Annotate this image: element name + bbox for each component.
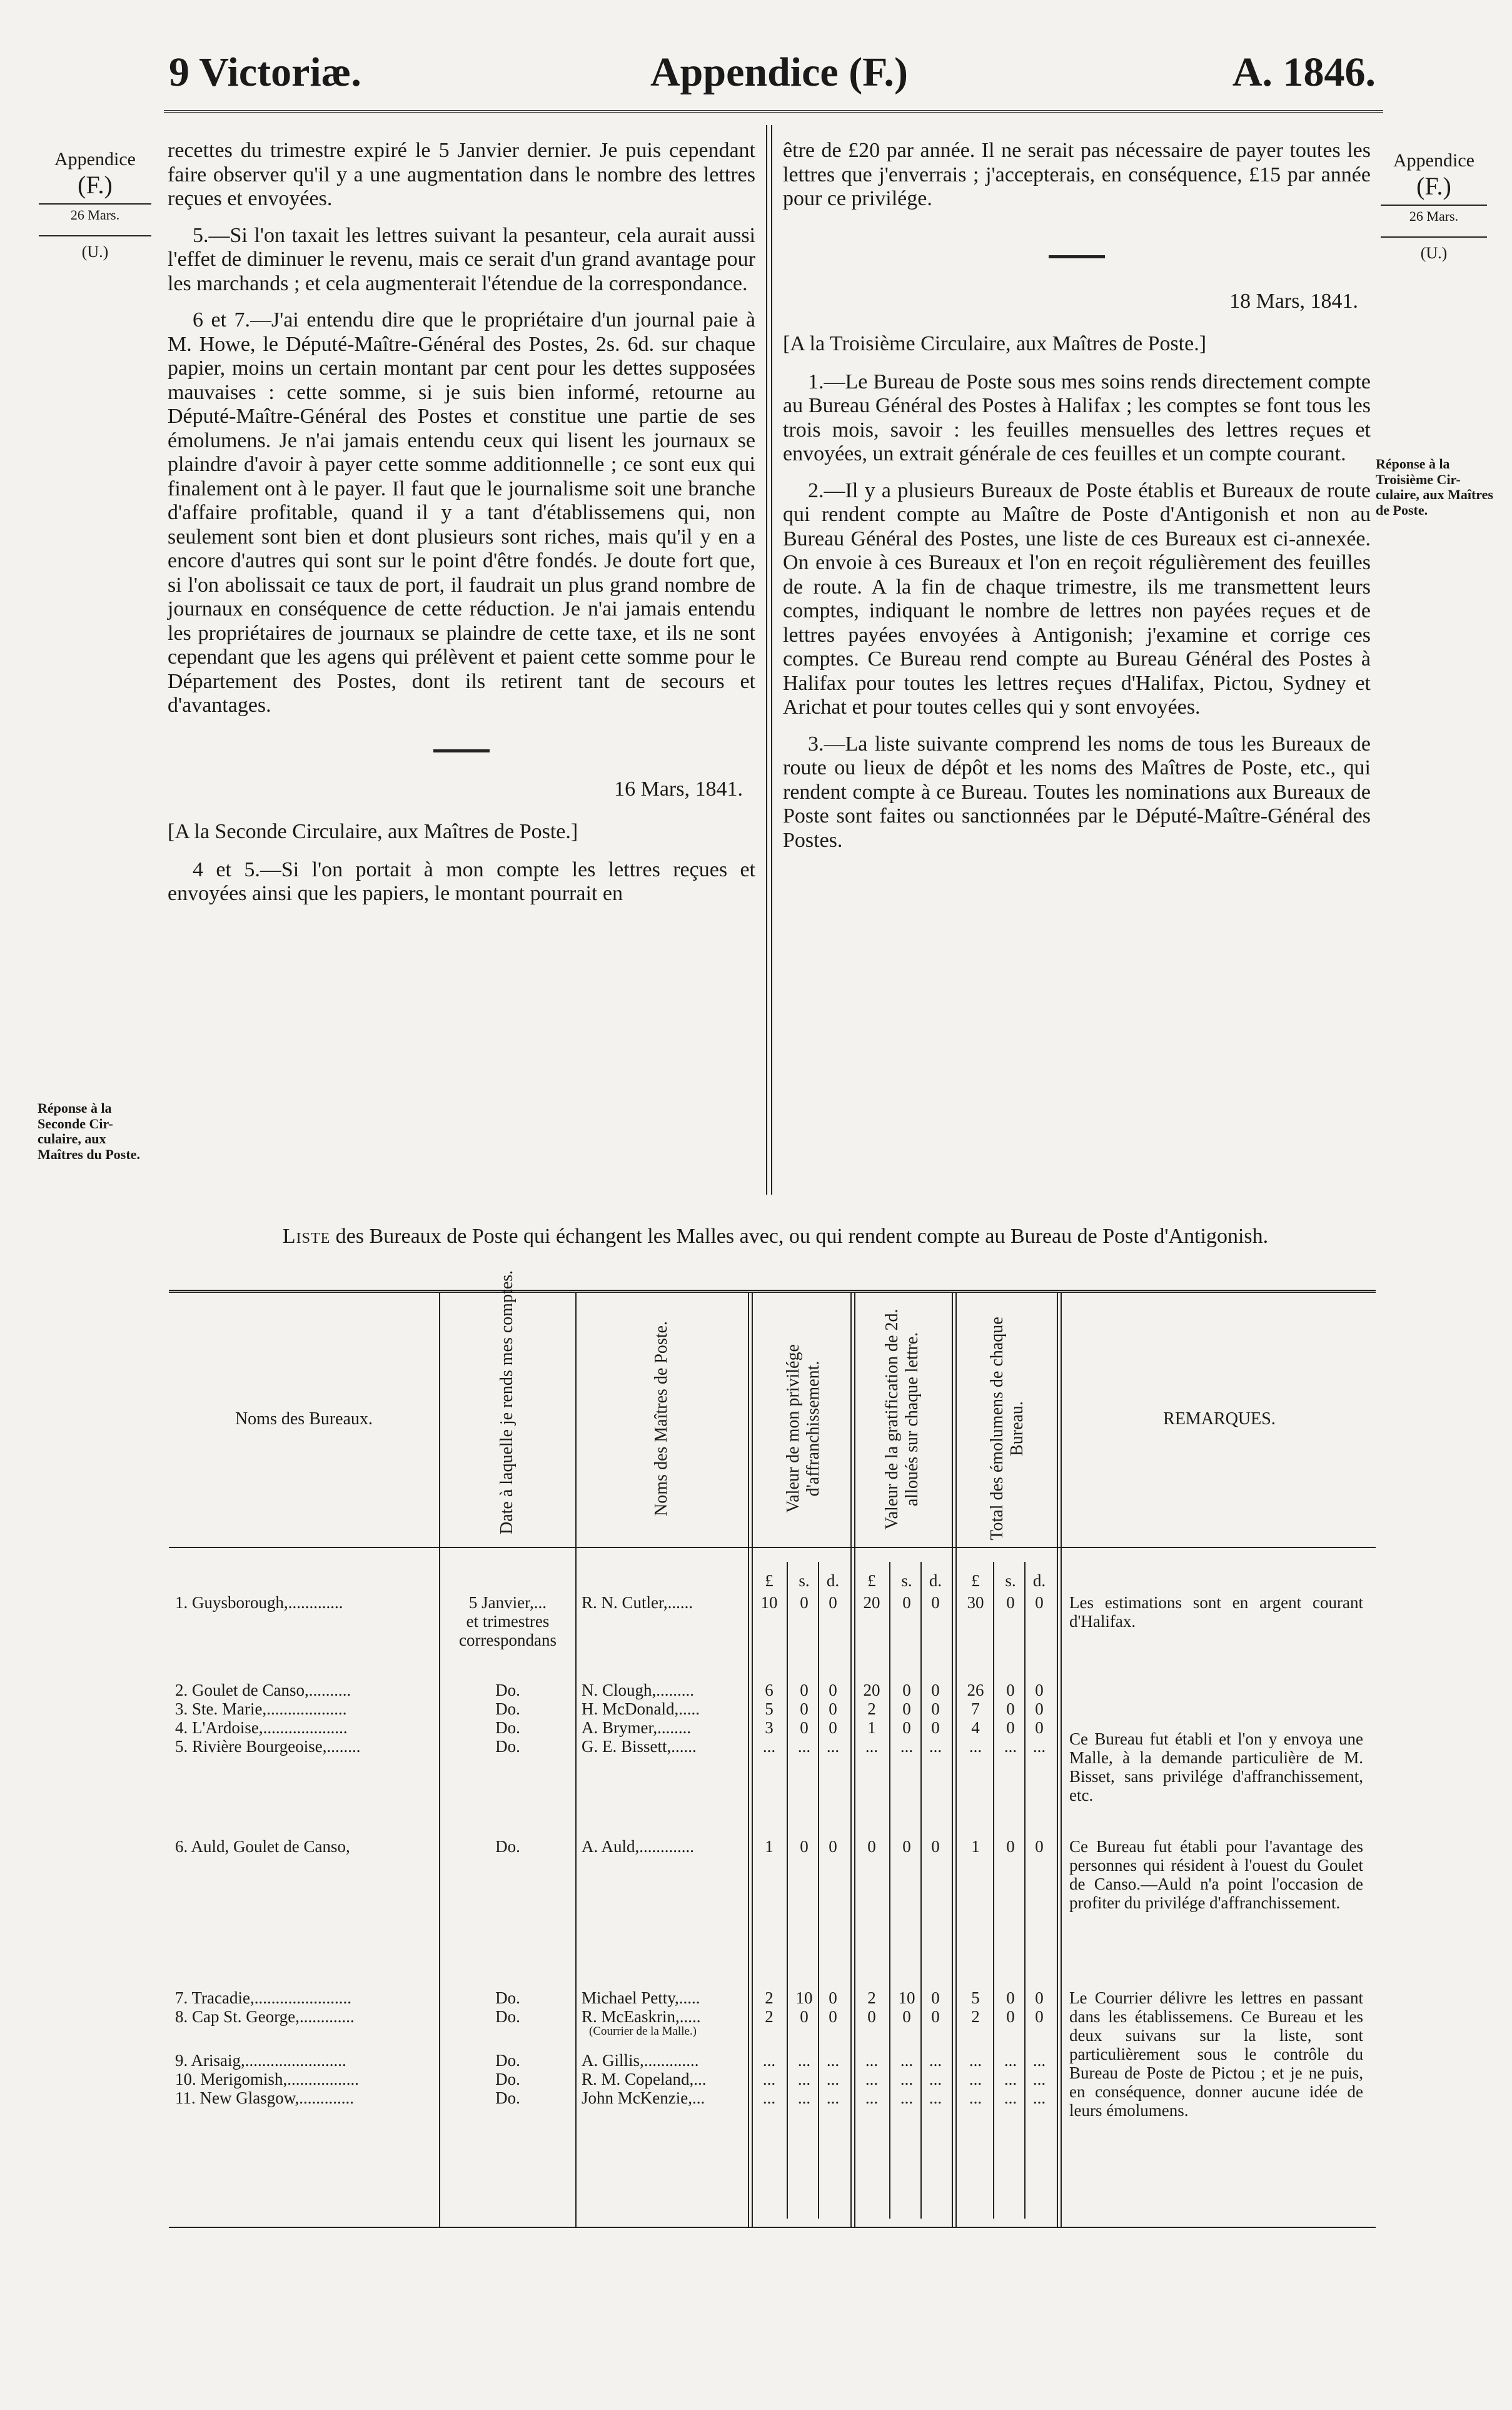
row-amount: ...	[865, 2088, 879, 2107]
row-master: G. E. Bissett,......	[582, 1737, 697, 1756]
right-circular-heading: [A la Troisième Circulaire, aux Maîtres de Poste.]	[783, 332, 1207, 355]
row-amount: ...	[900, 2070, 914, 2088]
remark-5: Ce Bureau fut établi et l'on y envoya une Malle, à la demande particulière de M. Bisset, sans privilége d'affranchissement, etc.	[1069, 1729, 1363, 1805]
row-amount: ...	[797, 2051, 811, 2070]
row-amount: 0	[931, 1681, 940, 1699]
left-date: 16 Mars, 1841.	[614, 777, 743, 801]
row-amount: 1	[765, 1837, 774, 1856]
row-amount: 0	[829, 1988, 837, 2007]
row-name: 10. Merigomish,.................	[175, 2070, 359, 2088]
right-column	[783, 139, 1371, 865]
row-amount: ...	[929, 2051, 942, 2070]
row-amount: ...	[1032, 2088, 1046, 2107]
remark-1: Les estimations sont en argent courant d'Halifax.	[1069, 1593, 1363, 1631]
header-privilege: Valeur de mon privilége d'affranchissement.	[784, 1344, 823, 1513]
row-amount: 3	[765, 1718, 774, 1737]
row-date: 5 Janvier,...	[468, 1593, 547, 1612]
row-amount: 0	[1035, 1681, 1044, 1699]
row-amount: ...	[969, 2070, 982, 2088]
row-master: H. McDonald,.....	[582, 1699, 700, 1718]
header-date: Date à laquelle je rends mes comptes.	[497, 1270, 517, 1534]
row-amount: ...	[865, 1737, 879, 1756]
row-amount: ...	[929, 2070, 942, 2088]
row-amount: 0	[902, 1837, 911, 1856]
row-amount: ...	[900, 1737, 914, 1756]
col-line	[1057, 1293, 1062, 2227]
row-amount: 0	[1006, 1988, 1015, 2007]
margin-code-right: (U.)	[1381, 236, 1487, 263]
left-circular-heading: [A la Seconde Circulaire, aux Maîtres de Poste.]	[168, 820, 578, 843]
row-amount: 10	[795, 1988, 813, 2007]
table-caption	[188, 1224, 1363, 1249]
row-amount: 4	[971, 1718, 980, 1737]
row-date: Do.	[495, 1737, 520, 1756]
row-amount: 0	[1035, 1718, 1044, 1737]
header-gratification: Valeur de la gratification de 2d. alloués sur chaque lettre.	[882, 1309, 922, 1530]
row-amount: 0	[931, 1718, 940, 1737]
unit-label: d.	[1032, 1571, 1046, 1590]
row-amount: 0	[800, 1837, 809, 1856]
row-amount: 2	[765, 2007, 774, 2026]
header-total: Total des émolumens de chaque Bureau.	[987, 1317, 1027, 1541]
row-amount: 0	[931, 1699, 940, 1718]
margin-letter-right: (F.)	[1416, 171, 1451, 200]
row-amount: ...	[826, 2051, 840, 2070]
money-col-line	[993, 1562, 994, 2219]
row-amount: 0	[800, 1681, 809, 1699]
row-amount: 2	[765, 1988, 774, 2007]
right-paragraph-1: être de £20 par année. Il ne serait pas nécessaire de payer toutes les lettres que j'enverrais ; j'accepterais, en conséquence, £15 par année pour ce privilége.	[783, 139, 1371, 210]
row-amount: ...	[762, 2070, 776, 2088]
row-master: Michael Petty,.....	[582, 1988, 700, 2007]
row-amount: 2	[971, 2007, 980, 2026]
row-master: R. M. Copeland,...	[582, 2070, 707, 2088]
section-separator	[1049, 255, 1105, 258]
row-amount: 2	[867, 1699, 876, 1718]
row-date-cont: et trimestres	[466, 1612, 550, 1631]
unit-label: s.	[1005, 1571, 1016, 1590]
row-amount: 20	[863, 1593, 880, 1612]
unit-label: £	[765, 1571, 774, 1590]
row-date-cont: correspondans	[459, 1631, 557, 1649]
row-amount: 6	[765, 1681, 774, 1699]
column-divider	[766, 125, 772, 1195]
row-amount: 0	[1035, 2007, 1044, 2026]
row-amount: 26	[967, 1681, 984, 1699]
unit-label: s.	[799, 1571, 810, 1590]
money-col-line	[920, 1562, 922, 2219]
row-amount: 1	[971, 1837, 980, 1856]
row-amount: 20	[863, 1681, 880, 1699]
row-amount: 7	[971, 1699, 980, 1718]
row-amount: 0	[931, 1593, 940, 1612]
row-amount: ...	[826, 2070, 840, 2088]
row-amount: 0	[902, 1681, 911, 1699]
row-date: Do.	[495, 1837, 520, 1856]
row-amount: 0	[829, 1837, 837, 1856]
remark-6: Ce Bureau fut établi pour l'avantage des personnes qui résident à l'ouest du Goulet de Canso.—Auld n'a point l'occasion de profiter du privilége d'affranchissement.	[1069, 1837, 1363, 1912]
row-amount: 0	[931, 2007, 940, 2026]
row-amount: 0	[1006, 2007, 1015, 2026]
row-amount: 2	[867, 1988, 876, 2007]
caption-text: des Bureaux de Poste qui échangent les Malles avec, ou qui rendent compte au Bureau de Poste d'Antigonish.	[335, 1225, 1269, 1248]
row-amount: 0	[829, 2007, 837, 2026]
row-amount: ...	[797, 2088, 811, 2107]
right-date: 18 Mars, 1841.	[1229, 289, 1358, 313]
section-separator	[433, 749, 490, 752]
left-column	[168, 139, 755, 919]
row-date: Do.	[495, 1988, 520, 2007]
row-date: Do.	[495, 1699, 520, 1718]
left-paragraph-1: recettes du trimestre expiré le 5 Janvier dernier. Je puis cependant faire observer qu'il y a une augmentation dans le nombre des lettres reçues et envoyées.	[168, 139, 755, 210]
row-amount: 0	[902, 1593, 911, 1612]
row-amount: ...	[1032, 2070, 1046, 2088]
margin-note-left	[39, 149, 151, 261]
row-amount: 0	[800, 1593, 809, 1612]
row-master: A. Gillis,.............	[582, 2051, 699, 2070]
margin-appendice-left: Appendice	[54, 149, 136, 170]
row-amount: ...	[826, 2088, 840, 2107]
row-amount: ...	[969, 2051, 982, 2070]
row-amount: ...	[865, 2051, 879, 2070]
unit-label: d.	[929, 1571, 942, 1590]
row-amount: ...	[1032, 1737, 1046, 1756]
row-amount: ...	[797, 1737, 811, 1756]
left-paragraph-3: 6 et 7.—J'ai entendu dire que le propriétaire d'un journal paie à M. Howe, le Député-Maître-Général des Postes, 2s. 6d. sur chaque papier, moins un certain montant par cent pour les dettes supposées mauvaises : cette somme, si je suis bien informé, retourne au Député-Maître-Général des Postes et constitue une partie de ses émolumens. Je n'ai jamais entendu ceux qui lisent les journaux se plaindre d'avoir à payer cette somme additionnelle ; ce sont eux qui finalement ont à le payer. Il faut que le journalisme soit une branche d'affaire profitable, quand il y a tant d'établissemens qui, non seulement sont bien et dont plusieurs sont riches, mais qu'il y en a encore d'autres qui sont sur le point d'être fondés. Je doute fort que, si l'on abolissait ce taux de port, il faudrait un plus grand nombre de journaux en conséquence de cette réduction. Je n'ai jamais entendu les propriétaires de journaux se plaindre de cette taxe, et ils ne sont cependant que les agens qui prélèvent et paient cette somme pour le Département des Postes, dont ils retirent tant de secours et d'avantages.	[168, 308, 755, 717]
right-paragraph-4: 3.—La liste suivante comprend les noms de tous les Bureaux de route ou lieux de dépôt et les noms des Maîtres de Poste, etc., qui rendent compte à ce Bureau. Toutes les nominations aux Bureaux de Poste sont faites ou sanctionnées par le Député-Maître-Général des Postes.	[783, 732, 1371, 852]
margin-code-left: (U.)	[39, 235, 151, 261]
row-amount: 0	[867, 2007, 876, 2026]
row-amount: 5	[971, 1988, 980, 2007]
row-amount: 0	[1035, 1593, 1044, 1612]
money-col-line	[889, 1562, 890, 2219]
row-amount: 1	[867, 1718, 876, 1737]
row-amount: 0	[1035, 1988, 1044, 2007]
page-header	[169, 49, 1376, 105]
post-office-table	[169, 1270, 1376, 2228]
margin-date-left: 26 Mars.	[39, 203, 151, 223]
margin-reply-left: Réponse à la Seconde Cir-culaire, aux Maîtres du Poste.	[38, 1100, 140, 1162]
row-name: 2. Goulet de Canso,..........	[175, 1681, 351, 1699]
row-name: 8. Cap St. George,.............	[175, 2007, 355, 2026]
header-masters: Noms des Maîtres de Poste.	[652, 1321, 671, 1516]
row-amount: 0	[1006, 1593, 1015, 1612]
margin-letter-left: (F.)	[78, 170, 113, 199]
row-amount: ...	[865, 2070, 879, 2088]
row-amount: ...	[826, 1737, 840, 1756]
row-name: 7. Tracadie,.......................	[175, 1988, 351, 2007]
row-amount: ...	[900, 2088, 914, 2107]
row-amount: 0	[931, 1837, 940, 1856]
row-date: Do.	[495, 2051, 520, 2070]
row-date: Do.	[495, 2007, 520, 2026]
margin-appendice-right: Appendice	[1393, 150, 1474, 171]
row-amount: 0	[1006, 1699, 1015, 1718]
row-amount: 30	[967, 1593, 984, 1612]
header-session: 9 Victoriæ.	[169, 49, 361, 95]
row-date: Do.	[495, 2088, 520, 2107]
header-appendix: Appendice (F.)	[650, 49, 908, 95]
row-amount: ...	[1004, 2070, 1017, 2088]
row-amount: 0	[1006, 1718, 1015, 1737]
row-amount: 0	[800, 1718, 809, 1737]
row-name: 9. Arisaig,........................	[175, 2051, 346, 2070]
row-amount: 0	[902, 1699, 911, 1718]
row-master: R. N. Cutler,......	[582, 1593, 693, 1612]
header-rule	[164, 110, 1383, 113]
row-amount: ...	[762, 1737, 776, 1756]
margin-reply-right: Réponse à la Troisième Cir-culaire, aux Maîtres de Poste.	[1376, 456, 1493, 518]
row-master: John McKenzie,...	[582, 2088, 705, 2107]
row-amount: 0	[867, 1837, 876, 1856]
money-col-line	[818, 1562, 819, 2219]
right-paragraph-3: 2.—Il y a plusieurs Bureaux de Poste établis et Bureaux de route qui rendent compte au Maître de Poste d'Antigonish et non au Bureau Général des Postes, une liste de ces Bureaux est ci-annexée. On envoie à ces Bureaux et l'on en reçoit régulièrement des feuilles de route. A la fin de chaque trimestre, ils me transmettent leurs comptes, indiquant le nombre de lettres non payées reçues et de lettres payées envoyées à Antigonish; j'examine et corrige ces comptes. Ce Bureau rend compte au Bureau Général des Postes à Halifax pour toutes les lettres reçues d'Halifax, Pictou, Sydney et Arichat et pour toutes celles qui y sont envoyées.	[783, 478, 1371, 719]
row-amount: ...	[1032, 2051, 1046, 2070]
row-amount: ...	[1004, 2051, 1017, 2070]
row-amount: ...	[969, 1737, 982, 1756]
row-amount: 0	[800, 1699, 809, 1718]
row-amount: 0	[931, 1988, 940, 2007]
row-master: A. Brymer,........	[582, 1718, 692, 1737]
row-name: 5. Rivière Bourgeoise,........	[175, 1737, 361, 1756]
header-year: A. 1846.	[1232, 49, 1376, 95]
row-name: 11. New Glasgow,.............	[175, 2088, 354, 2107]
row-amount: 0	[829, 1718, 837, 1737]
row-amount: ...	[1004, 2088, 1017, 2107]
row-date: Do.	[495, 1681, 520, 1699]
row-date: Do.	[495, 2070, 520, 2088]
margin-date-right: 26 Mars.	[1381, 205, 1487, 224]
money-col-line	[1024, 1562, 1026, 2219]
row-master: A. Auld,.............	[582, 1837, 695, 1856]
caption-word: Liste	[282, 1225, 331, 1248]
col-line	[575, 1293, 577, 2227]
unit-label: £	[867, 1571, 876, 1590]
row-amount: 0	[1035, 1837, 1044, 1856]
row-amount: 0	[829, 1681, 837, 1699]
left-paragraph-2: 5.—Si l'on taxait les lettres suivant la pesanteur, cela aurait aussi l'effet de diminuer le revenu, mais ce serait d'un grand avantage pour les marchands ; et cela augmenterait l'étendue de la correspondance.	[168, 223, 755, 295]
row-amount: 5	[765, 1699, 774, 1718]
row-amount: 0	[1006, 1837, 1015, 1856]
row-master-note: (Courrier de la Malle.)	[589, 2025, 697, 2038]
unit-label: £	[971, 1571, 980, 1590]
row-amount: 0	[902, 2007, 911, 2026]
row-amount: ...	[929, 1737, 942, 1756]
row-amount: ...	[1004, 1737, 1017, 1756]
row-amount: ...	[900, 2051, 914, 2070]
row-amount: 10	[898, 1988, 915, 2007]
row-amount: 0	[800, 2007, 809, 2026]
row-amount: ...	[969, 2088, 982, 2107]
row-amount: ...	[797, 2070, 811, 2088]
left-paragraph-4: 4 et 5.—Si l'on portait à mon compte les lettres reçues et envoyées ainsi que les papiers, le montant pourrait en	[168, 858, 755, 905]
unit-label: d.	[826, 1571, 840, 1590]
right-paragraph-2: 1.—Le Bureau de Poste sous mes soins rends directement compte au Bureau Général des Postes à Halifax ; les comptes se font tous les trois mois, savoir : les feuilles mensuelles des lettres reçues et envoyées, un extrait générale de ces feuilles et un compte courant.	[783, 370, 1371, 465]
money-col-line	[787, 1562, 788, 2219]
row-amount: 0	[1006, 1681, 1015, 1699]
row-amount: ...	[762, 2051, 776, 2070]
row-amount: 0	[829, 1593, 837, 1612]
row-name: 6. Auld, Goulet de Canso,	[175, 1837, 350, 1856]
row-amount: 0	[1035, 1699, 1044, 1718]
row-date: Do.	[495, 1718, 520, 1737]
remark-7: Le Courrier délivre les lettres en passant dans les établissemens. Ce Bureau et les deux suivans sur la liste, sont particulièrement sous le contrôle du Bureau de Poste de Pictou ; et je ne puis, en conséquence, donner aucune idée de leurs émolumens.	[1069, 1988, 1363, 2120]
row-name: 4. L'Ardoise,....................	[175, 1718, 348, 1737]
row-amount: 0	[829, 1699, 837, 1718]
row-name: 1. Guysborough,.............	[175, 1593, 343, 1612]
margin-note-right	[1381, 150, 1487, 263]
row-amount: 0	[902, 1718, 911, 1737]
row-name: 3. Ste. Marie,...................	[175, 1699, 347, 1718]
row-master: N. Clough,.........	[582, 1681, 695, 1699]
header-row-line	[169, 1547, 1376, 1548]
row-amount: 10	[760, 1593, 778, 1612]
header-remarks: REMARQUES.	[1163, 1409, 1276, 1429]
row-amount: ...	[929, 2088, 942, 2107]
header-name: Noms des Bureaux.	[234, 1409, 373, 1429]
row-amount: ...	[762, 2088, 776, 2107]
row-master: R. McEaskrin,.....	[582, 2007, 701, 2026]
unit-label: s.	[901, 1571, 912, 1590]
